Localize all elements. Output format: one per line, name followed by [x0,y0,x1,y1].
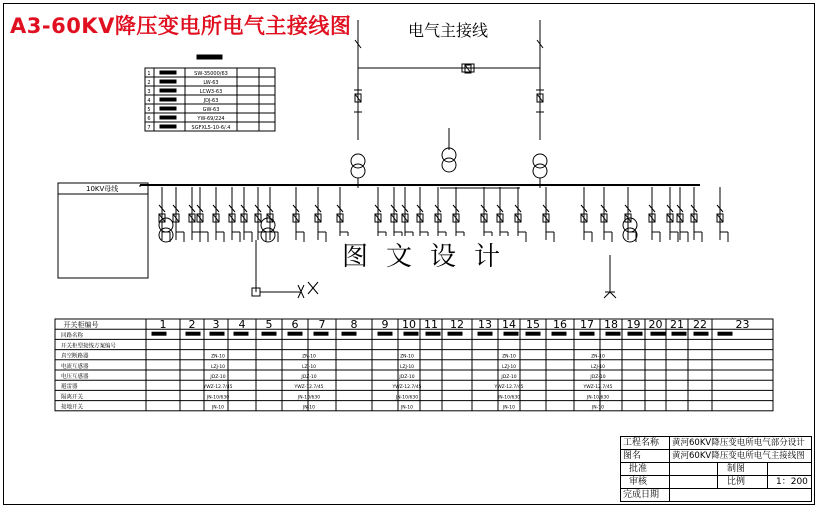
bay-row-label: 隔离开关 [61,394,84,401]
bay-row-label: 回路名称 [61,333,84,340]
bay-group-value: JN-10 [502,405,516,411]
bay-group-value: YWZ-12.7/45 [583,385,613,391]
bay-group-value: LZJ-10 [301,364,317,370]
bay-number-19: 19 [626,318,641,331]
bay-group-value: YWZ-12.7/45 [494,385,524,391]
bay-number-15: 15 [526,318,540,331]
bay-row-label: 电流互感器 [61,363,89,370]
equipment-row-number: 2 [147,80,151,86]
bay-number-7: 7 [318,318,326,331]
bay-number-1: 1 [159,318,167,331]
bay-group-value: LZJ-10 [590,364,606,370]
title-block-row-approve [621,463,811,476]
bay-number-12: 12 [450,318,464,331]
bay-number-6: 6 [291,318,299,331]
drawing-label: 图名 [623,451,642,461]
bay-group-value: JN-10/630 [206,395,230,401]
equipment-row-number: 5 [147,107,151,113]
project-label: 工程名称 [623,438,660,448]
bay-group-value: JN-10/630 [297,395,321,401]
title-block-row-review [621,476,811,489]
scale-label: 比例 [727,477,746,487]
project-value: 黄河60KV降压变电所电气部分设计 [672,438,805,448]
bay-group-value: JN-10/630 [497,395,521,401]
equipment-row-number: 1 [147,71,151,77]
bay-group-value: YWZ-12.7/45 [203,385,233,391]
drawing-subtitle: 电气主接线 [408,21,489,40]
equipment-row-model: SGFXL5-10-6/.4 [191,125,231,131]
equipment-row-model: YW-69/224 [197,116,225,122]
bay-group-value: JDZ-10 [590,375,606,380]
bay-number-4: 4 [238,318,246,331]
equipment-row-model: SW-35000/63 [194,71,228,77]
bay-number-14: 14 [502,318,516,331]
bay-number-23: 23 [735,318,750,331]
bay-number-13: 13 [478,318,492,331]
bay-group-value: LZJ-10 [501,364,517,370]
equipment-row-model: GW-63 [202,107,220,113]
busbar-label: 10KV母线 [86,185,119,193]
bay-group-value: YWZ-12.7/45 [294,385,324,391]
bay-number-8: 8 [350,318,358,331]
bay-number-16: 16 [553,318,567,331]
bay-number-11: 11 [424,318,438,331]
bay-group-value: ZN-10 [211,354,225,360]
title-block [620,436,812,502]
bay-group-value: JDZ-10 [501,375,517,380]
bay-number-2: 2 [188,318,196,331]
watermark-text: 图文设计 [336,236,524,273]
bay-number-17: 17 [580,318,594,331]
bay-number-5: 5 [265,318,273,331]
scale-value: 1：200 [776,477,808,487]
equipment-row-number: 4 [147,98,151,104]
title-block-row-date [621,489,811,502]
bay-row-label: 电压互感器 [61,374,89,380]
bay-group-value: JN-10/630 [586,395,610,401]
bay-number-21: 21 [670,318,684,331]
bay-group-value: ZN-10 [302,354,316,360]
equipment-row-number: 3 [147,89,151,95]
bay-group-value: JDZ-10 [301,375,317,380]
bay-number-20: 20 [648,318,663,331]
title-block-row-drawing [621,450,811,463]
bay-number-9: 9 [381,318,389,331]
bay-number-18: 18 [604,318,618,331]
equipment-row-number: 7 [147,125,151,131]
review-label: 审核 [629,477,648,487]
bay-row-label: 真空断路器 [61,353,89,360]
bay-group-value: JDZ-10 [210,375,226,380]
date-label: 完成日期 [623,490,660,500]
drawing-title: A3-60KV降压变电所电气主接线图 [10,14,352,38]
draw-label: 制图 [727,464,746,474]
bay-group-value: JN-10 [591,405,605,411]
bay-row-label: 避雷器 [61,384,78,391]
bay-group-value: JN-10/630 [395,395,419,401]
bay-number-10: 10 [402,318,416,331]
bay-table-header-label: 开关柜编号 [63,321,99,329]
drawing-value: 黄河60KV降压变电所电气主接线图 [672,451,805,461]
bay-number-3: 3 [212,318,220,331]
equipment-row-model: LCW3-63 [199,89,223,95]
bay-group-value: JDZ-10 [399,375,415,380]
bay-group-value: JN-10 [302,405,316,411]
bay-group-value: ZN-10 [400,354,414,360]
bay-group-value: JN-10 [211,405,225,411]
approve-label: 批准 [629,464,648,474]
bay-group-value: LZJ-10 [399,364,415,370]
bay-group-value: LZJ-10 [210,364,226,370]
title-block-row-project [621,437,811,450]
bay-group-value: YWZ-12.7/45 [392,385,422,391]
bay-group-value: ZN-10 [502,354,516,360]
bay-number-22: 22 [693,318,707,331]
equipment-row-model: LW-63 [203,80,219,86]
bay-group-value: ZN-10 [591,354,605,360]
equipment-row-model: JDJ-63 [203,98,219,104]
bay-row-label: 开关柜型接线方案编号 [61,343,117,350]
bay-group-value: JN-10 [400,405,414,411]
equipment-row-number: 6 [147,116,151,122]
bay-row-label: 接地开关 [61,404,84,411]
